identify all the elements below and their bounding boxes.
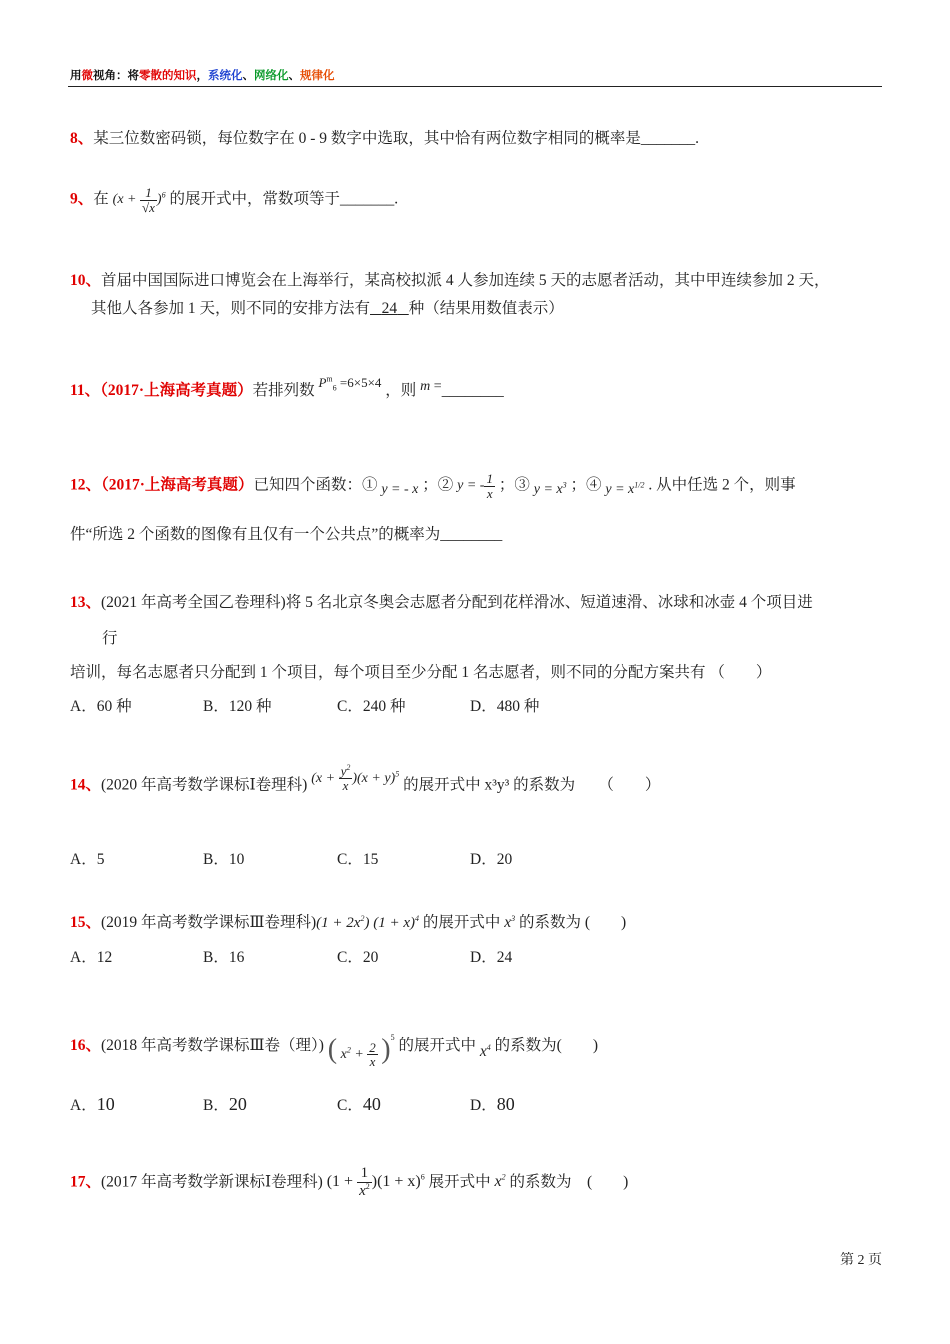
formula-part: y xyxy=(340,763,347,779)
question-text: 的展开式中 xyxy=(398,1037,477,1054)
option-a[interactable] xyxy=(70,1093,115,1115)
question-text: 件“所选 2 个函数的图像有且仅有一个公共点”的概率为________ xyxy=(70,526,503,543)
option-b[interactable]: B．16 xyxy=(203,949,245,966)
fraction-numerator: 1 xyxy=(140,186,157,201)
exponent: 3 xyxy=(511,913,516,923)
formula-part: x xyxy=(504,914,512,931)
option-d[interactable]: D．20 xyxy=(470,851,513,868)
question-text: 某三位数密码锁，每位数字在 0 - 9 数字中选取，其中恰有两位数字相同的概率是_______. xyxy=(93,130,700,147)
formula-part: m xyxy=(420,379,431,394)
source-tag: （2017·上海高考真题） xyxy=(101,476,254,494)
formula xyxy=(495,1173,506,1190)
question-number: 16、 xyxy=(70,1037,102,1054)
formula xyxy=(480,1043,491,1060)
fraction-denominator: √x xyxy=(142,199,155,215)
header-part: 零散的知识 xyxy=(139,68,197,82)
fraction-numerator xyxy=(339,764,353,779)
fraction xyxy=(339,764,353,793)
formula-part: = xyxy=(430,379,442,394)
formula xyxy=(534,482,567,497)
formula xyxy=(605,482,644,497)
formula xyxy=(316,915,419,931)
question-text: . 从中任选 2 个，则事 xyxy=(648,476,796,494)
question-17 xyxy=(70,1166,628,1200)
answer-blank: ________ xyxy=(441,382,504,399)
question-text: 的展开式中 xyxy=(422,914,501,931)
question-text: (2020 年高考数学课标Ⅰ卷理科) xyxy=(101,776,308,794)
formula-part: x xyxy=(340,1047,347,1062)
question-number: 13、 xyxy=(70,594,102,611)
question-text: (2021 年高考全国乙卷理科)将 5 名北京冬奥会志愿者分配到花样滑冰、短道速滑、冰球和冰壶 4 个项目进 xyxy=(101,594,813,611)
question-number: 15、 xyxy=(70,914,102,931)
option-b[interactable]: B．120 种 xyxy=(203,698,272,715)
header-part: ， xyxy=(196,68,208,82)
question-text: 的展开式中 x³y³ 的系数为 （ ） xyxy=(403,776,661,794)
question-12 xyxy=(70,472,796,500)
question-13-line2 xyxy=(70,660,771,682)
formula-part: y = - xyxy=(457,478,485,494)
header-divider xyxy=(68,86,882,87)
header-part: 、 xyxy=(242,68,254,82)
formula-part: + xyxy=(325,770,336,786)
question-13 xyxy=(70,590,813,612)
question-16 xyxy=(70,1026,598,1070)
exponent: 6 xyxy=(161,190,166,200)
question-11 xyxy=(70,374,504,401)
formula-part: =6×5×4 xyxy=(339,375,382,390)
exponent: 2 xyxy=(365,1181,370,1191)
option-d[interactable]: D．480 种 xyxy=(470,698,540,715)
option-d[interactable]: D．24 xyxy=(470,949,513,966)
exponent: 6 xyxy=(420,1173,425,1183)
exponent: 1/2 xyxy=(634,480,645,490)
formula-part: y = x xyxy=(605,482,635,498)
exponent: 2 xyxy=(360,914,365,923)
fraction xyxy=(357,1166,372,1200)
header-part: 视角：将 xyxy=(93,68,139,82)
question-text: 行 xyxy=(102,630,118,647)
formula-part: (1 + x) xyxy=(373,915,415,931)
formula-part: (x + y) xyxy=(357,770,396,786)
formula-part: x xyxy=(315,770,323,786)
question-12-line2 xyxy=(70,522,502,544)
formula-part: P xyxy=(318,375,327,390)
question-text: 在 xyxy=(93,190,109,208)
formula-part: x xyxy=(117,192,124,208)
question-text: ；④ xyxy=(570,476,602,494)
option-value: 40 xyxy=(362,1094,381,1114)
formula-part: x xyxy=(359,1182,366,1199)
option-d[interactable] xyxy=(470,1093,515,1115)
option-value: 20 xyxy=(228,1094,247,1114)
formula xyxy=(457,471,495,501)
question-text: 若排列数 xyxy=(252,382,315,399)
fraction-denominator: x xyxy=(342,777,349,793)
formula: ( $x^2$ + $\frac{2}{x}$ ) xyxy=(327,1034,391,1070)
question-text: 的系数为( ) xyxy=(494,1037,598,1054)
formula-part: x xyxy=(479,1043,487,1060)
exponent: 2 xyxy=(346,1045,351,1055)
question-text: (2019 年高考数学课标Ⅲ卷理科) xyxy=(101,914,317,931)
question-text: ；③ xyxy=(498,476,530,494)
question-number: 12、 xyxy=(70,476,102,494)
question-text: 已知四个函数：① xyxy=(253,476,378,494)
question-text: ；② xyxy=(422,476,454,494)
subscript: 6 xyxy=(332,383,337,393)
formula: (x + $\frac{y^2}{x}$ )$(x + y)^5$ xyxy=(311,763,400,793)
option-c[interactable]: C．20 xyxy=(337,949,379,966)
exponent: 2 xyxy=(346,763,351,772)
option-label: D． xyxy=(470,1097,497,1114)
option-b[interactable] xyxy=(203,1093,247,1115)
question-text: 的展开式中，常数项等于_______. xyxy=(169,190,399,208)
option-value: 10 xyxy=(96,1094,115,1114)
exponent: 4 xyxy=(414,914,419,923)
header-part: 网络化 xyxy=(254,68,289,82)
fraction-denominator: x xyxy=(369,1054,376,1070)
option-a[interactable]: A．60 种 xyxy=(70,698,132,715)
option-label: B． xyxy=(203,1097,229,1114)
exponent: 3 xyxy=(562,480,567,490)
question-10 xyxy=(70,268,830,290)
fraction xyxy=(140,186,157,214)
formula xyxy=(326,1165,425,1199)
question-number: 14、 xyxy=(70,776,102,794)
option-value: 80 xyxy=(496,1094,515,1114)
question-number: 10、 xyxy=(70,272,102,289)
question-number: 11、 xyxy=(70,382,101,399)
question-text: 种（结果用数值表示） xyxy=(408,300,564,317)
page-number: 第 2 页 xyxy=(840,1253,882,1268)
formula-part: + xyxy=(354,1047,364,1062)
option-a[interactable]: A．5 xyxy=(70,851,105,868)
question-9 xyxy=(70,186,398,214)
answer-blank xyxy=(370,300,409,317)
formula-part: x xyxy=(494,1173,502,1191)
exponent: 2 xyxy=(501,1173,506,1183)
question-8 xyxy=(70,126,699,148)
formula xyxy=(318,374,382,393)
fraction-denominator: x xyxy=(486,485,493,501)
question-text: 展开式中 xyxy=(428,1173,491,1191)
fraction-numerator: 2 xyxy=(369,1039,376,1055)
question-13-wrap xyxy=(102,626,118,648)
question-14 xyxy=(70,763,661,801)
question-number: 8、 xyxy=(70,130,94,147)
header-part: 微 xyxy=(81,68,93,82)
fraction xyxy=(367,1041,378,1069)
fraction xyxy=(484,472,495,500)
question-text: 的系数为 ( ) xyxy=(509,1173,629,1191)
formula-part: + xyxy=(127,192,137,208)
question-15 xyxy=(70,910,626,932)
answer: 24 xyxy=(381,300,398,317)
formula-part: (1 + 2x xyxy=(316,915,361,931)
question-text: (2017 年高考数学新课标Ⅰ卷理科) xyxy=(101,1173,323,1191)
option-c[interactable]: C．240 种 xyxy=(337,698,406,715)
fraction-numerator: 1 xyxy=(486,471,493,486)
option-c[interactable]: C．15 xyxy=(337,851,379,868)
fraction-denominator xyxy=(357,1183,372,1200)
superscript: m xyxy=(326,374,333,384)
header-part: 用 xyxy=(70,68,82,82)
question-text: ，则 xyxy=(385,382,417,399)
formula-part: y = x xyxy=(533,482,563,498)
formula: (x + $\frac{1}{√x}$ )$^6$ xyxy=(112,185,166,215)
question-number: 17、 xyxy=(70,1173,102,1191)
question-text: 的系数为 ( ) xyxy=(519,914,627,931)
exponent: 5 xyxy=(395,768,400,778)
formula-part: (1 + xyxy=(326,1173,354,1191)
question-text: (2018 年高考数学课标Ⅲ卷（理）) xyxy=(101,1037,324,1054)
exponent: 4 xyxy=(486,1042,491,1052)
option-a[interactable]: A．12 xyxy=(70,949,113,966)
question-text: 首届中国国际进口博览会在上海举行，某高校拟派 4 人参加连续 5 天的志愿者活动，其中甲连续参加 2 天， xyxy=(101,272,830,289)
header-part: 、 xyxy=(288,68,300,82)
formula-part: x xyxy=(149,199,155,215)
question-10-line2 xyxy=(91,296,564,318)
question-text: 培训，每名志愿者只分配到 1 个项目，每个项目至少分配 1 名志愿者，则不同的分配方案共有 （ ） xyxy=(70,664,772,681)
header-part: 规律化 xyxy=(300,68,335,82)
fraction-numerator: 1 xyxy=(357,1166,372,1183)
exponent: 5 xyxy=(390,1032,395,1042)
option-label: A． xyxy=(70,1097,97,1114)
formula xyxy=(504,914,515,931)
source-tag: （2017·上海高考真题） xyxy=(100,382,253,399)
formula xyxy=(420,379,442,394)
question-number: 9、 xyxy=(70,190,94,208)
option-c[interactable] xyxy=(337,1093,381,1115)
header-tagline xyxy=(70,67,335,83)
question-text: 其他人各参加 1 天，则不同的安排方法有 xyxy=(91,300,371,317)
option-b[interactable]: B．10 xyxy=(203,851,245,868)
formula-part: ) xyxy=(364,915,370,931)
option-label: C． xyxy=(337,1097,363,1114)
header-part: 系统化 xyxy=(208,68,243,82)
formula-part: )(1 + x) xyxy=(371,1173,421,1191)
formula: y = - x xyxy=(381,482,419,498)
